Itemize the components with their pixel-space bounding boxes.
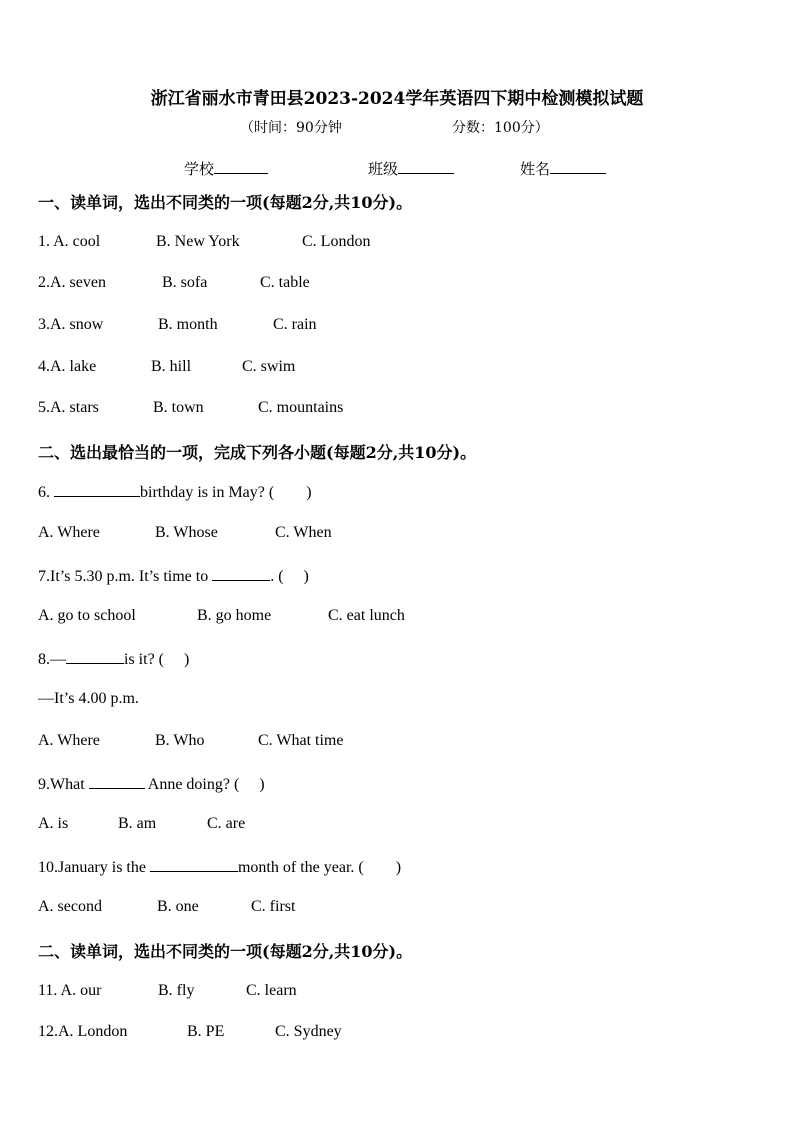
- q9-suffix: Anne doing? ( ): [144, 776, 265, 793]
- q4-option-b: B. hill: [151, 358, 192, 375]
- name-field: [520, 158, 606, 179]
- question-3: 3.A. snow: [38, 316, 104, 333]
- q10-blank[interactable]: [150, 857, 238, 872]
- q10-option-a: A. second: [38, 898, 102, 915]
- q7-suffix: . ( ): [270, 568, 309, 585]
- q12-option-c: C. Sydney: [275, 1023, 342, 1040]
- q9-option-b: B. am: [118, 815, 157, 832]
- question-5: 5.A. stars: [38, 399, 99, 416]
- q11-option-b: B. fly: [158, 982, 195, 999]
- q1-option-c: C. London: [302, 233, 371, 250]
- q10-option-c: C. first: [251, 898, 296, 915]
- class-blank[interactable]: [398, 159, 454, 174]
- q9-blank[interactable]: [89, 774, 145, 789]
- q6-option-c: C. When: [275, 524, 332, 541]
- q2-option-c: C. table: [260, 274, 310, 291]
- page-title: 浙江省丽水市青田县2023-2024学年英语四下期中检测模拟试题: [150, 89, 644, 109]
- q3-option-b: B. month: [158, 316, 218, 333]
- q10-prefix: 10.January is the: [38, 859, 150, 876]
- question-6: [38, 482, 312, 502]
- q7-blank[interactable]: [212, 566, 270, 581]
- q10-suffix: month of the year. ( ): [237, 859, 402, 876]
- class-field: [368, 158, 454, 179]
- q8-option-c: C. What time: [258, 732, 344, 749]
- name-label: 姓名: [520, 160, 551, 178]
- q8-suffix: is it? ( ): [124, 651, 190, 668]
- question-10: [38, 857, 401, 877]
- question-8: [38, 649, 189, 669]
- q6-prefix: 6.: [38, 484, 54, 501]
- question-2: 2.A. seven: [38, 274, 106, 291]
- q8-prefix: 8.—: [38, 651, 66, 668]
- name-blank[interactable]: [550, 159, 606, 174]
- q7-option-a: A. go to school: [38, 607, 136, 624]
- school-blank[interactable]: [214, 159, 268, 174]
- section-heading: 一、读单词，选出不同类的一项(每题2分,共10分)。: [38, 193, 413, 212]
- q8-reply: —It’s 4.00 p.m.: [38, 690, 139, 707]
- q5-option-c: C. mountains: [258, 399, 344, 416]
- question-4: 4.A. lake: [38, 358, 97, 375]
- q6-blank[interactable]: [54, 482, 140, 497]
- class-label: 班级: [368, 160, 399, 178]
- q6-option-b: B. Whose: [155, 524, 218, 541]
- question-1: 1. A. cool: [38, 233, 101, 250]
- q9-option-a: A. is: [38, 815, 69, 832]
- q7-prefix: 7.It’s 5.30 p.m. It’s time to: [38, 568, 213, 585]
- exam-score: 分数：100分）: [452, 120, 549, 136]
- question-12: 12.A. London: [38, 1023, 128, 1040]
- q9-prefix: 9.What: [38, 776, 89, 793]
- question-9: [38, 774, 265, 794]
- q7-option-c: C. eat lunch: [328, 607, 405, 624]
- q6-suffix: birthday is in May? ( ): [140, 484, 312, 501]
- q7-option-b: B. go home: [197, 607, 272, 624]
- school-label: 学校: [184, 160, 215, 178]
- q8-option-a: A. Where: [38, 732, 100, 749]
- q6-option-a: A. Where: [38, 524, 100, 541]
- section-heading: 二、选出最恰当的一项，完成下列各小题(每题2分,共10分)。: [38, 443, 477, 462]
- q4-option-c: C. swim: [242, 358, 296, 375]
- q5-option-b: B. town: [153, 399, 204, 416]
- question-11: 11. A. our: [38, 982, 102, 999]
- exam-time: （时间：90分钟: [240, 120, 342, 136]
- section-heading: 二、读单词，选出不同类的一项(每题2分,共10分)。: [38, 942, 413, 961]
- q12-option-b: B. PE: [187, 1023, 225, 1040]
- q11-option-c: C. learn: [246, 982, 297, 999]
- q10-option-b: B. one: [157, 898, 199, 915]
- q8-option-b: B. Who: [155, 732, 205, 749]
- question-7: [38, 566, 309, 586]
- q8-blank[interactable]: [66, 649, 124, 664]
- q9-option-c: C. are: [207, 815, 246, 832]
- q3-option-c: C. rain: [273, 316, 317, 333]
- q2-option-b: B. sofa: [162, 274, 208, 291]
- q1-option-b: B. New York: [156, 233, 240, 250]
- school-field: [184, 158, 268, 179]
